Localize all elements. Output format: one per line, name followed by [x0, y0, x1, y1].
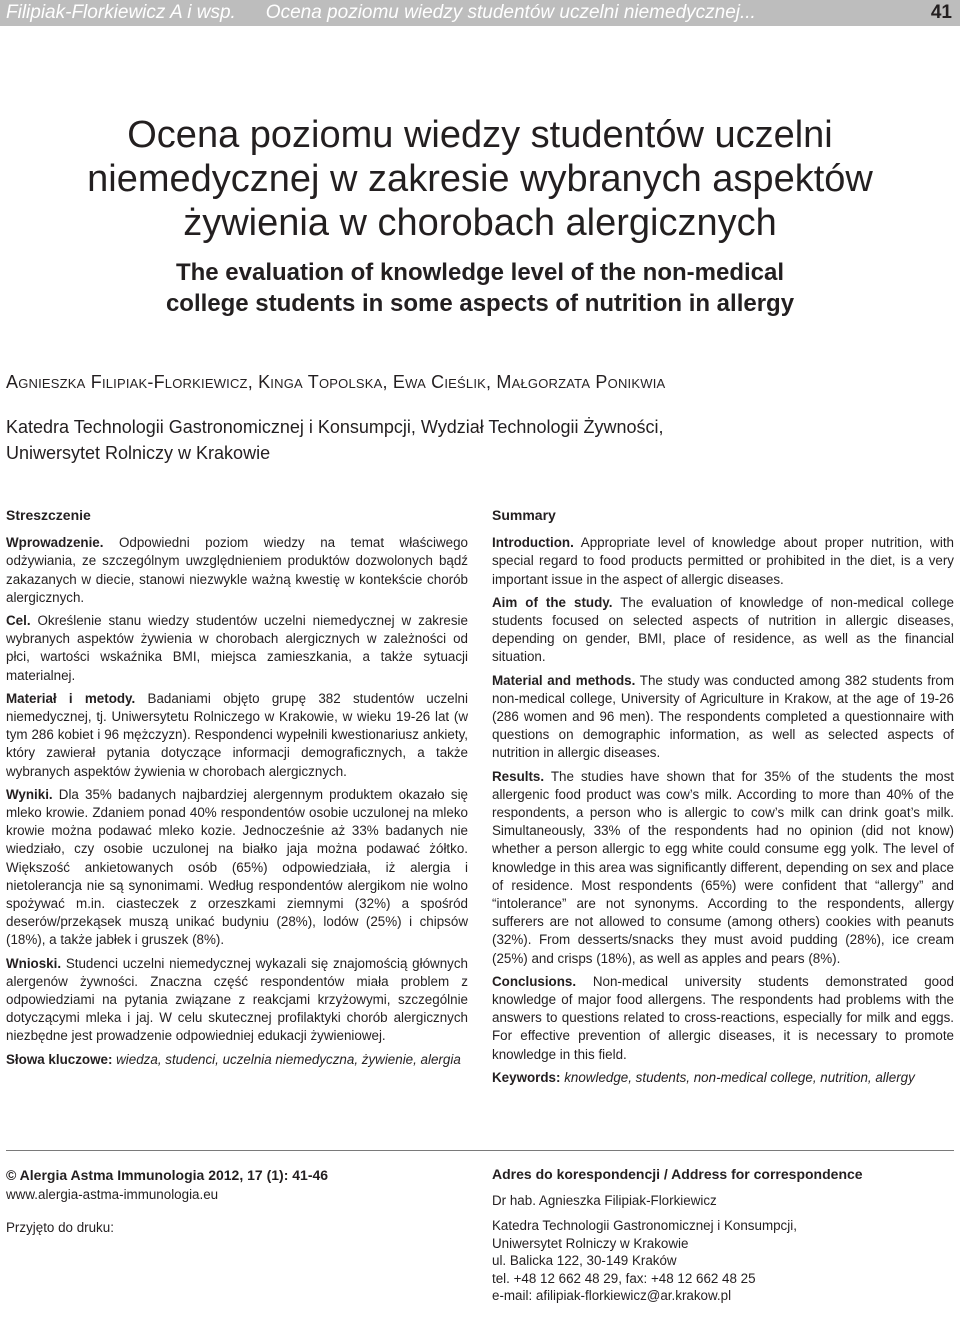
section-label: Introduction. — [492, 535, 574, 551]
abstract-conclusions-en — [492, 973, 954, 1064]
keywords-pl — [6, 1051, 468, 1069]
correspondence-dept: Katedra Technologii Gastronomicznej i Konsumpcji, — [492, 1218, 797, 1233]
abstract-conclusions-pl — [6, 955, 468, 1046]
correspondence-block — [492, 1166, 954, 1305]
spacer — [492, 1184, 954, 1192]
abstract-aim-en — [492, 594, 954, 667]
abstract-intro-en — [492, 534, 954, 589]
accepted-label: Przyjęto do druku: — [6, 1220, 114, 1235]
section-label: Materiał i metody. — [6, 690, 136, 706]
title-english-line: college students in some aspects of nutrition in allergy — [165, 290, 795, 317]
section-label: Wprowadzenie. — [6, 535, 104, 551]
title-polish-line: niemedycznej w zakresie wybranych aspektów — [87, 158, 873, 200]
correspondence-heading: Adres do korespondencji / Address for correspondence — [492, 1166, 863, 1182]
abstract-heading-en: Summary — [492, 507, 556, 523]
journal-website-link[interactable]: www.alergia-astma-immunologia.eu — [6, 1187, 219, 1202]
affiliation-line: Katedra Technologii Gastronomicznej i Konsumpcji, Wydział Technologii Żywności, — [6, 417, 664, 437]
abstract-polish — [6, 506, 468, 1074]
section-text: Studenci uczelni niemedycznej wykazali się znajomością głównych alergenów żywności. Znaczna część respondentów miała problem z odpowiedziami na pytania związane z reakcjami krzyżowymi, szczególnie dotyczącymi mleka i jaj. W celu skutecznej profilaktyki chorób alergicznych niezbędne jest prowadzenie odpowiedniej edukacji żywieniowej. — [6, 955, 468, 1044]
running-header — [0, 0, 960, 26]
correspondence-phone: tel. +48 12 662 48 29, fax: +48 12 662 48 25 — [492, 1270, 756, 1286]
section-text: Badaniami objęto grupę 382 studentów uczelni niemedycznej, tj. Uniwersytetu Rolniczego w Krakowie, w wieku 19-26 lat (w tym 286 kobiet i 96 mężczyzn). Respondenci wypełnili kwestionariusz ankiety, który zawierał pytania dotyczące informacji demograficznych, a także wybranych aspektów żywienia w chorobach alergicznych. — [6, 690, 468, 779]
footer-citation-block — [6, 1166, 466, 1237]
correspondence-univ: Uniwersytet Rolniczy w Krakowie — [492, 1235, 689, 1251]
affiliation-line: Uniwersytet Rolniczy w Krakowie — [6, 443, 271, 463]
abstract-aim-pl — [6, 612, 468, 685]
footer-divider — [6, 1150, 954, 1151]
section-text: Odpowiedni poziom wiedzy na temat właściwego odżywiania, ze szczególnym uwzględnieniem produktów dozwolonych bądź zakazanych w diecie, stanowi niezwykle ważną kwestię w kontekście chorób alergicznych. — [6, 535, 468, 605]
title-polish-line: żywienia w chorobach alergicznych — [183, 202, 777, 244]
section-label: Results. — [492, 768, 545, 784]
title-english-line: The evaluation of knowledge level of the non-medical — [175, 259, 785, 286]
abstract-intro-pl — [6, 534, 468, 607]
section-label: Wyniki. — [6, 786, 53, 802]
affiliation — [6, 414, 906, 466]
abstract-heading-pl: Streszczenie — [6, 507, 91, 523]
keywords-en — [492, 1069, 954, 1087]
abstract-methods-pl — [6, 690, 468, 781]
keywords-text: wiedza, studenci, uczelnia niemedyczna, żywienie, alergia — [116, 1051, 461, 1067]
section-text: Appropriate level of knowledge about proper nutrition, with special regard to food products permitted or prohibited in the diet, is a very important issue in the aspect of allergic diseases. — [492, 535, 954, 587]
section-label: Conclusions. — [492, 973, 577, 989]
correspondence-email[interactable]: e-mail: afilipiak-florkiewicz@ar.krakow.pl — [492, 1288, 732, 1303]
keywords-label: Słowa kluczowe: — [6, 1051, 113, 1067]
section-label: Aim of the study. — [492, 594, 613, 610]
abstract-results-pl — [6, 786, 468, 950]
running-title: Ocena poziomu wiedzy studentów uczelni niemedycznej... — [265, 2, 756, 23]
abstract-methods-en — [492, 672, 954, 763]
section-label: Wnioski. — [6, 955, 62, 971]
title-polish-line: Ocena poziomu wiedzy studentów uczelni — [127, 114, 833, 156]
section-text: Określenie stanu wiedzy studentów uczelni niemedycznej w zakresie wybranych aspektów żywienia w chorobach alergicznych w zależności od płci, wartości wskaźnika BMI, miejsca zamieszkania, a także sytuacji materialnej. — [6, 613, 468, 683]
abstract-english — [492, 506, 954, 1092]
page-number: 41 — [930, 2, 952, 23]
title-english — [0, 257, 960, 319]
section-text: The evaluation of knowledge of non-medical college students focused on selected aspects of nutrition in allergic diseases, depending on gender, BMI, place of residence, as well as the financial situation. — [492, 594, 954, 665]
title-polish — [0, 113, 960, 245]
spacer — [492, 1209, 954, 1217]
keywords-text: knowledge, students, non-medical college, nutrition, allergy — [564, 1069, 915, 1085]
running-authors: Filipiak-Florkiewicz A i wsp. — [6, 2, 236, 23]
section-text: Non-medical university students demonstrated good knowledge of major food allergens. The respondents had problems with the answers to questions related to cross-reactions, especially for milk and eggs. For effective prevention of allergic diseases, it is necessary to promote knowledge in this field. — [492, 973, 954, 1062]
correspondence-street: ul. Balicka 122, 30-149 Kraków — [492, 1253, 677, 1268]
section-text: The study was conducted among 382 students from non-medical college, University of Agriculture in Krakow, at the age of 19-26 (286 women and 96 men). The respondents completed a questionnaire with questions on demographic information, as well as selected aspects of nutrition in allergic diseases. — [492, 672, 955, 761]
spacer — [6, 1204, 466, 1218]
section-text: Dla 35% badanych najbardziej alergennym produktem okazało się mleko krowie. Zdaniem ponad 40% respondentów osobie uczulonej na mleko krowie można podawać mleko kozie. Jednocześnie aż 33% badanych nie wiedziało, czy osobie uczulonej na białko jaja można podawać żółtko. Większość ankietowanych osób (65%) odpowiedziała, iż alergia i nietolerancja nie są synonimami. Według respondentów alergikom nie wolno spożywać m.in. ciasteczek z orzeszkami ziemnymi (32%) a spośród deserów/przekąsek muszą unikać budyniu (28%), lodów (25%) i chipsów (18%), a także jabłek i gruszek (8%). — [6, 786, 468, 948]
abstract-results-en — [492, 768, 954, 968]
journal-citation: © Alergia Astma Immunologia 2012, 17 (1): 41-46 — [6, 1167, 329, 1183]
correspondence-name: Dr hab. Agnieszka Filipiak-Florkiewicz — [492, 1192, 717, 1208]
section-label: Material and methods. — [492, 672, 636, 688]
keywords-label: Keywords: — [492, 1069, 561, 1085]
author-list: Agnieszka Filipiak-Florkiewicz, Kinga Topolska, Ewa Cieślik, Małgorzata Ponikwia — [6, 372, 666, 392]
section-label: Cel. — [6, 613, 31, 629]
running-header-text — [6, 2, 786, 24]
section-text: The studies have shown that for 35% of the students the most allergenic food product was cow’s milk. According to more than 40% of the respondents, a person who is allergic to cow’s milk can drink goat’s milk. Simultaneously, 33% of the respondents had no opinion (did not know) whether a person allergic to egg white could consume egg yolk. The level of knowledge in this area was significantly different, depending on sex and place of residence. Most respondents (65%) were confident that “allergy” and “intolerance” are not synonyms. According to the respondents, allergy sufferers are not allowed to consume (among others) cookies with peanuts (32%). From desserts/snacks they must avoid pudding (28%), ice cream (25%) and crisps (18%), as well as apples and pears (8%). — [492, 768, 955, 966]
